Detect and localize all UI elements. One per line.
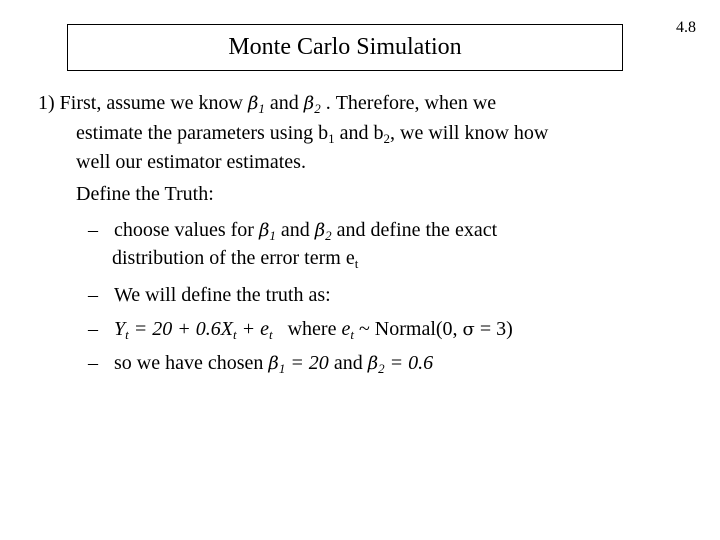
paragraph-1-line-2: estimate the parameters using $b_1$ and $b_2$, we will know how — [76, 122, 549, 146]
page-number: 4.8 — [676, 19, 696, 36]
paragraph-1-line-1: 1) First, assume we know $\beta_1$ and $\beta_2$ . Therefore, when we — [38, 92, 497, 116]
bullet-1-line-2: distribution of the error term $e_t$ — [112, 247, 359, 271]
slide-title: Monte Carlo Simulation — [228, 34, 462, 60]
bullet-2: – We will define the truth as: — [88, 284, 331, 306]
bullet-3: – $Y_t = 20 + 0.6X_t + e_t$ where $e_t$ ~ Normal(0, σ = 3) — [88, 318, 513, 342]
bullet-1-line-1: – choose values for $\beta_1$ and $\beta_2$ and define the exact — [88, 219, 498, 243]
bullet-4: – so we have chosen $\beta_1 = 20$ and $\beta_2 = 0.6$ — [88, 352, 434, 376]
paragraph-1-line-3: well our estimator estimates. — [76, 151, 306, 173]
define-truth-heading: Define the Truth: — [76, 183, 214, 205]
